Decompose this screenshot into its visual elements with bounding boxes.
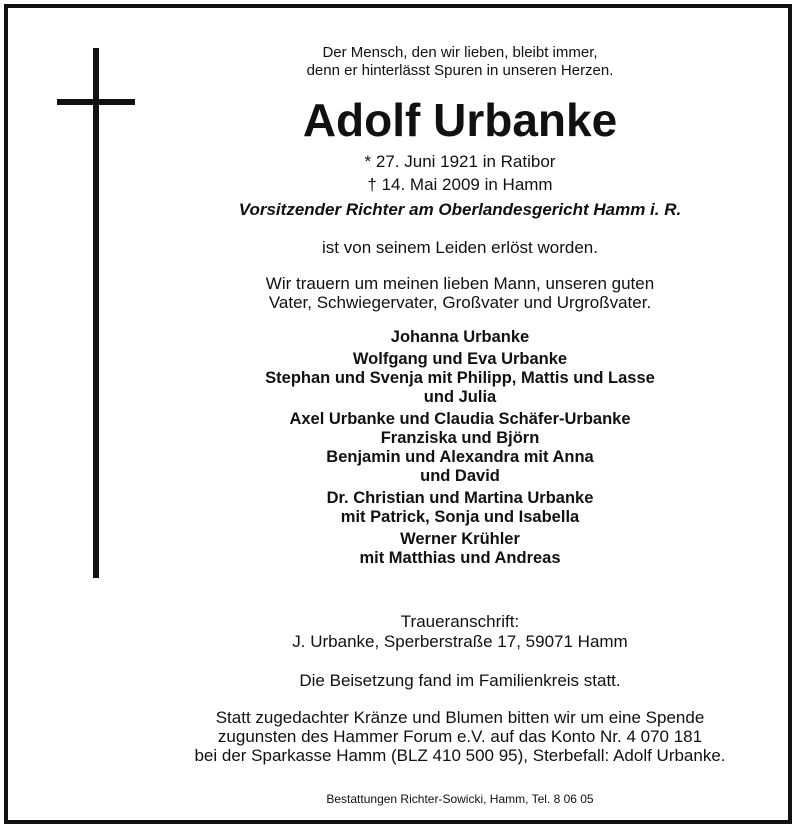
- family-group: [140, 530, 780, 568]
- donation-text: [140, 708, 780, 765]
- motto-line: denn er hinterlässt Spuren in unseren Herzen.: [306, 62, 614, 79]
- family-line: Wolfgang und Eva Urbanke: [352, 350, 568, 368]
- family-group: [140, 489, 780, 527]
- notice-content: [140, 44, 780, 765]
- family-line: und David: [420, 467, 500, 485]
- life-dates: [140, 150, 780, 196]
- family-list: [140, 328, 780, 568]
- donation-line: bei der Sparkasse Hamm (BLZ 410 500 95), Sterbefall: Adolf Urbanke.: [194, 746, 726, 765]
- motto-line: Der Mensch, den wir lieben, bleibt immer,: [322, 44, 598, 61]
- mourning-text: [140, 274, 780, 312]
- family-line: Johanna Urbanke: [390, 328, 530, 346]
- professional-title: Vorsitzender Richter am Oberlandesgericht Hamm i. R.: [238, 200, 682, 219]
- cross-icon: [93, 48, 99, 578]
- motto: [140, 44, 780, 80]
- relieved-text: ist von seinem Leiden erlöst worden.: [322, 238, 598, 257]
- family-group: [140, 328, 780, 347]
- family-line: Benjamin und Alexandra mit Anna: [326, 448, 594, 466]
- death-date: † 14. Mai 2009 in Hamm: [367, 175, 553, 194]
- family-line: Franziska und Björn: [380, 429, 540, 447]
- deceased-name: Adolf Urbanke: [302, 94, 618, 146]
- address-text: J. Urbanke, Sperberstraße 17, 59071 Hamm: [292, 632, 628, 651]
- family-line: Dr. Christian und Martina Urbanke: [326, 489, 594, 507]
- family-group: [140, 350, 780, 407]
- address-label: Traueranschrift:: [400, 612, 520, 631]
- donation-line: Statt zugedachter Kränze und Blumen bitten wir um eine Spende: [215, 708, 705, 727]
- family-line: mit Matthias und Andreas: [359, 549, 561, 567]
- family-group: [140, 410, 780, 486]
- undertaker-info: Bestattungen Richter-Sowicki, Hamm, Tel. 8 06 05: [326, 792, 594, 806]
- family-line: Axel Urbanke und Claudia Schäfer-Urbanke: [289, 410, 631, 428]
- donation-line: zugunsten des Hammer Forum e.V. auf das Konto Nr. 4 070 181: [217, 727, 703, 746]
- family-line: Werner Krühler: [400, 530, 520, 548]
- cross-icon-bar: [57, 99, 135, 105]
- family-line: und Julia: [423, 388, 497, 406]
- mourning-line: Vater, Schwiegervater, Großvater und Urgroßvater.: [268, 293, 652, 312]
- mourning-address: [140, 612, 780, 652]
- birth-date: * 27. Juni 1921 in Ratibor: [364, 152, 556, 171]
- mourning-line: Wir trauern um meinen lieben Mann, unseren guten: [265, 274, 655, 293]
- family-line: Stephan und Svenja mit Philipp, Mattis und Lasse: [265, 369, 655, 387]
- family-line: mit Patrick, Sonja und Isabella: [340, 508, 580, 526]
- burial-text: Die Beisetzung fand im Familienkreis statt.: [299, 671, 621, 690]
